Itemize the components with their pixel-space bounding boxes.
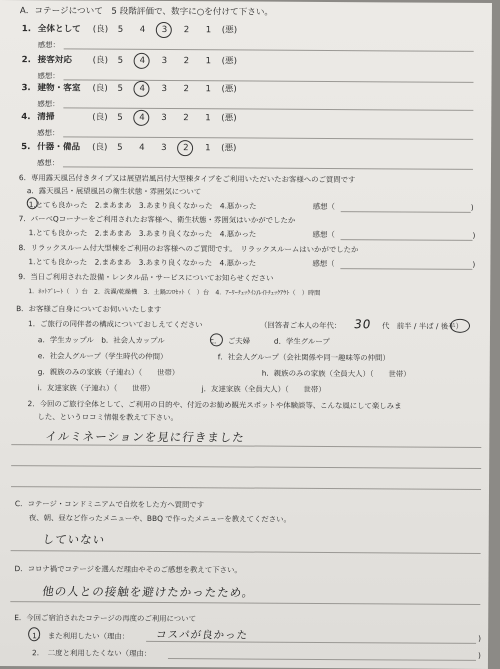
section-c-answer: していない (41, 532, 107, 547)
q9-items: 1．ﾎｯﾄﾌﾟﾚｰﾄ（ ）台 2．洗濯/乾燥機 3．土鍋ｺﾝﾛｾｯﾄ（ ）台 4．ｱｰﾘｰﾁｪｯｸｲﾝ/ﾚｲﾄﾁｪｯｸｱｳﾄ（ ）時間 (28, 288, 321, 297)
age-late-circle (450, 319, 470, 333)
rating-item-3: 3. 建物・客室 (良) 5 4 3 2 1 (悪) 感想： (0, 0, 492, 3)
b-q1: 1．ご旅行の同伴者の構成についておしえてください (27, 319, 203, 330)
q8-text: 8．リラックスルーム付大型棟をご利用のお客様へのご質問です。 リラックスルームはいかがでしたか (18, 243, 359, 255)
q6-impression: 感想（ (312, 201, 335, 212)
rating-item-4: 4. 清掃 (良) 5 4 3 2 1 (悪) 感想： (0, 0, 492, 3)
section-c-sub: 夜、朝、昼など作ったメニューや、BBQ で作ったメニューを教えてください。 (28, 513, 291, 524)
section-b-title: B．お客様ご自身についてお伺いいたします (16, 304, 162, 314)
companion-c-circle (210, 333, 223, 346)
b-age-value: 30 (352, 317, 373, 332)
e-opt1-answer: コスパが良かった (155, 628, 249, 642)
e-opt2: 2． 二度と利用したくない（理由： (31, 648, 152, 658)
q6-options: 1.とても良かった 2.まあまあ 3.あまり良くなかった 4.悪かった (28, 200, 257, 211)
b-q2-line1: 2．今回のご旅行全体として、ご利用の目的や、付近のお勧め観光スポットや体験談等、こんな風にして楽しみま (27, 399, 402, 411)
section-d-title: D．コロナ禍でコテージを選んだ理由やそのご感想を教えて下さい。 (14, 564, 242, 575)
section-e-title: E．今回ご宿泊されたコテージの再度のご利用について (14, 613, 197, 624)
q8-impression: 感想（ (312, 258, 335, 269)
section-d-answer: 他の人との接触を避けたかったため。 (41, 584, 256, 600)
section-a-title: A．コテージについて 5 段階評価で、数字に○を付けて下さい。 (19, 6, 274, 18)
q6-sub: a．露天風呂・展望風呂の衛生状態・雰囲気について (26, 186, 202, 197)
b-q2-line2: した、というロコミ情報を教えて下さい。 (37, 412, 178, 423)
q6-text: 6．専用露天風呂付きタイプ又は展望岩風呂付大型棟タイプをご利用いただいたお客様へのご質問です (18, 173, 356, 185)
section-c-title: C．コテージ・コンドミニアムで自炊をした方へ質問です (14, 499, 205, 510)
e-opt1: . また利用したい（理由： (38, 631, 130, 641)
e-opt1-num: 1 (32, 631, 37, 641)
b-age-label: （回答者ご本人の年代： (259, 320, 342, 331)
rating-item-5: 5. 什器・備品 (良) 5 4 3 2 1 (悪) 感想： (0, 0, 492, 3)
q6-selected-circle (27, 197, 38, 209)
q9-text: 9．当日ご利用された設備・レンタル品・サービスについてお知らせください (18, 272, 274, 283)
rating-item-2: 2. 接客対応 (良) 5 4 3 2 1 (悪) 感想： (0, 0, 492, 3)
survey-sheet: A．コテージについて 5 段階評価で、数字に○を付けて下さい。 1. 全体として (良) 5 4 3 2 1 (悪) 感想： 2. 接客対応 (良) 5 4 3 2 1 (悪) 感想： 3. 建物・客室 (良) 5 4 3 2 1 (悪) 感想： 4. 清掃 (良) 5 4 3 2 1 (悪) 感想： 5. 什器・備品 (良) 5 4 3 2 1 (悪) 感想： 6．専用露天風呂付きタイプ又は展望岩風呂付大型棟タイプをご利用いただいたお客様へのご質問です a．露天風呂・展望風呂の衛生状態・雰囲気について 1.とても良かった 2.まあまあ 3.あまり良くなかった 4.悪かった 感想（ ) 7．バーベQコーナーをご利用されたお客様へ、衛生状態・雰囲気はいかがでしたか 1.とても良かった 2.まあまあ 3.あまり良くなかった 4.悪かった 感想（ ) 8．リラックスルーム付大型棟をご利用のお客様へのご質問です。 リラックスルームはいかがでしたか 1.とても良かった 2.まあまあ 3.あまり良くなかった 4.悪かった 感想（ ) 9．当日ご利用された設備・レンタル品・サービスについてお知らせください 1．ﾎｯﾄﾌﾟﾚｰﾄ（ ）台 2．洗濯/乾燥機 3．土鍋ｺﾝﾛｾｯﾄ（ ）台 4．ｱｰﾘｰﾁｪｯｸｲﾝ/ﾚｲﾄﾁｪｯｸｱｳﾄ（ ）時間 B．お客様ご自身についてお伺いいたします 1．ご旅行の同伴者の構成についておしえてください （回答者ご本人の年代： 30 代 前半 / 半ば / 後半） a．学生カップル b．社会人カップル c． ご夫婦 d．学生グループ e．社会人グループ（学生時代の仲間） f．社会人グループ（会社関係や同一趣味等の仲間） g．親族のみの家族（子連れ）（ 世帯） h．親族のみの家族（全員大人）（ 世帯） i．友達家族（子連れ）（ 世帯） j．友達家族（全員大人）（ 世帯） 2．今回のご旅行全体として、ご利用の目的や、付近のお勧め観光スポットや体験談等、こんな風にして楽しみま した、というロコミ情報を教えて下さい。 イルミネーションを見に行きました C．コテージ・コンドミニアムで自炊をした方へ質問です 夜、朝、昼など作ったメニューや、BBQ で作ったメニューを教えてください。 していない D．コロナ禍でコテージを選んだ理由やそのご感想を教えて下さい。 他の人との接触を避けたかったため。 E．今回ご宿泊されたコテージの再度のご利用について 1 . また利用したい（理由： コスパが良かった ) 2． 二度と利用したくない（理由： ) (0, 0, 492, 669)
b-q2-answer: イルミネーションを見に行きました (44, 429, 246, 445)
selected-circle (156, 22, 172, 38)
b-age-suffix: 代 前半 / 半ば / 後半） (381, 321, 463, 331)
q7-impression: 感想（ (312, 229, 335, 240)
q7-text: 7．バーベQコーナーをご利用されたお客様へ、衛生状態・雰囲気はいかがでしたか (18, 214, 296, 225)
q8-options: 1.とても良かった 2.まあまあ 3.あまり良くなかった 4.悪かった (28, 257, 257, 268)
selected-circle (177, 140, 193, 156)
rating-item-1: 1. 全体として (良) 5 4 3 2 1 (悪) 感想： (0, 0, 492, 3)
selected-circle (134, 53, 150, 69)
selected-circle (133, 81, 149, 97)
selected-circle (133, 110, 149, 126)
q7-options: 1.とても良かった 2.まあまあ 3.あまり良くなかった 4.悪かった (28, 228, 257, 239)
